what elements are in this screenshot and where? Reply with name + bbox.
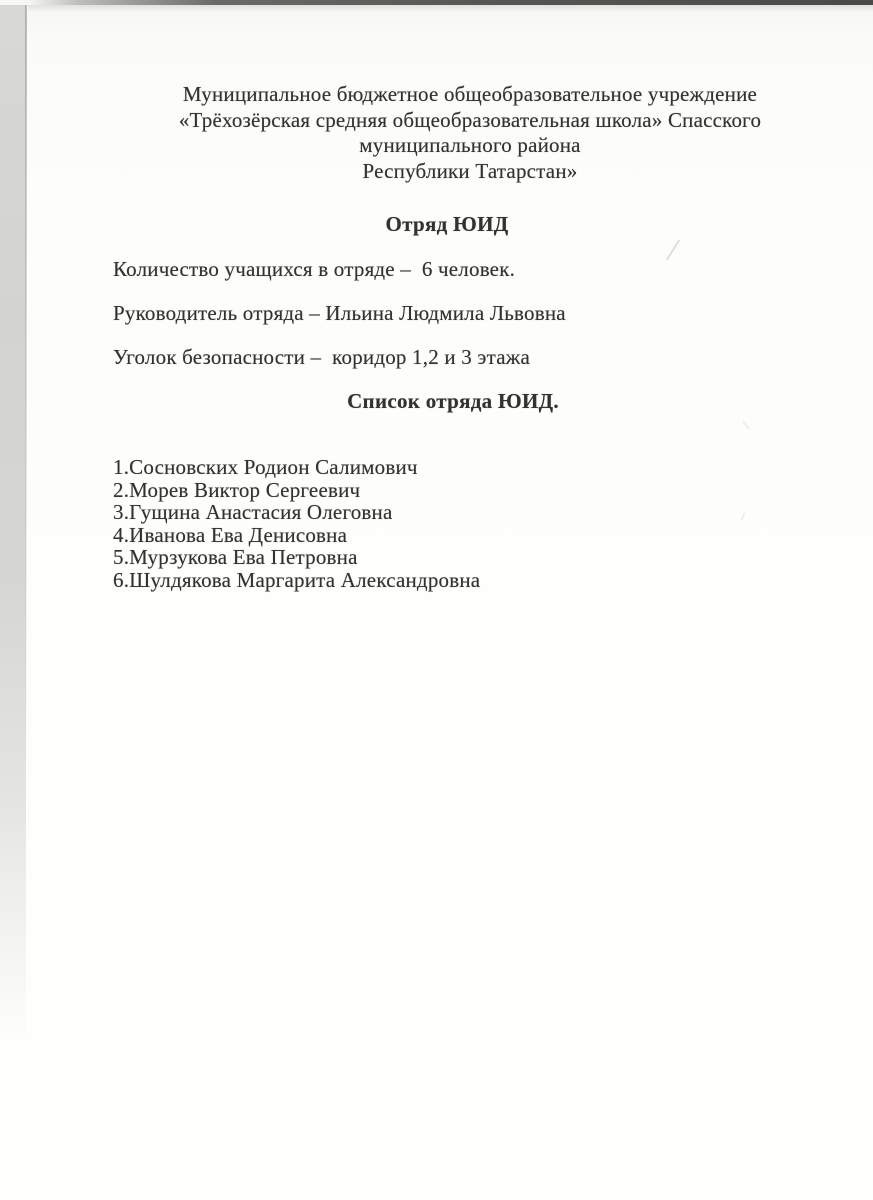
- letterhead-line-3: муниципального района: [359, 133, 581, 157]
- scan-smudge: [742, 421, 750, 430]
- list-item-member-2: 2.Морев Виктор Сергеевич: [113, 477, 361, 502]
- list-item-member-4: 4.Иванова Ева Денисовна: [113, 522, 348, 547]
- member-list: [113, 456, 480, 592]
- letterhead-line-2: «Трёхозёрская средняя общеобразовательная школа» Спасского: [178, 107, 762, 132]
- letterhead: [65, 82, 873, 184]
- scan-top-edge-artifact: [28, 0, 873, 5]
- list-title: Список отряда ЮИД.: [347, 389, 559, 413]
- letterhead-line-1: Муниципальное бюджетное общеобразовательное учреждение: [182, 82, 758, 106]
- info-students-count: Количество учащихся в отряде – 6 человек.: [113, 257, 516, 281]
- info-squad-leader: Руководитель отряда – Ильина Людмила Львовна: [113, 301, 566, 325]
- list-item-member-5: 5.Мурзукова Ева Петровна: [113, 545, 358, 570]
- info-safety-corner: Уголок безопасности – коридор 1,2 и 3 этажа: [113, 345, 530, 369]
- section-title: Отряд ЮИД: [385, 212, 509, 236]
- list-item-member-6: 6.Шулдякова Маргарита Александровна: [113, 567, 481, 592]
- scan-smudge: [666, 239, 680, 260]
- letterhead-line-4: Республики Татарстан»: [362, 158, 578, 183]
- list-item-member-3: 3.Гущина Анастасия Олеговна: [113, 500, 393, 525]
- scan-left-edge-line: [25, 5, 27, 765]
- scan-smudge: [740, 512, 746, 521]
- scan-left-edge-artifact: [0, 5, 26, 1045]
- list-item-member-1: 1.Сосновских Родион Салимович: [113, 455, 418, 479]
